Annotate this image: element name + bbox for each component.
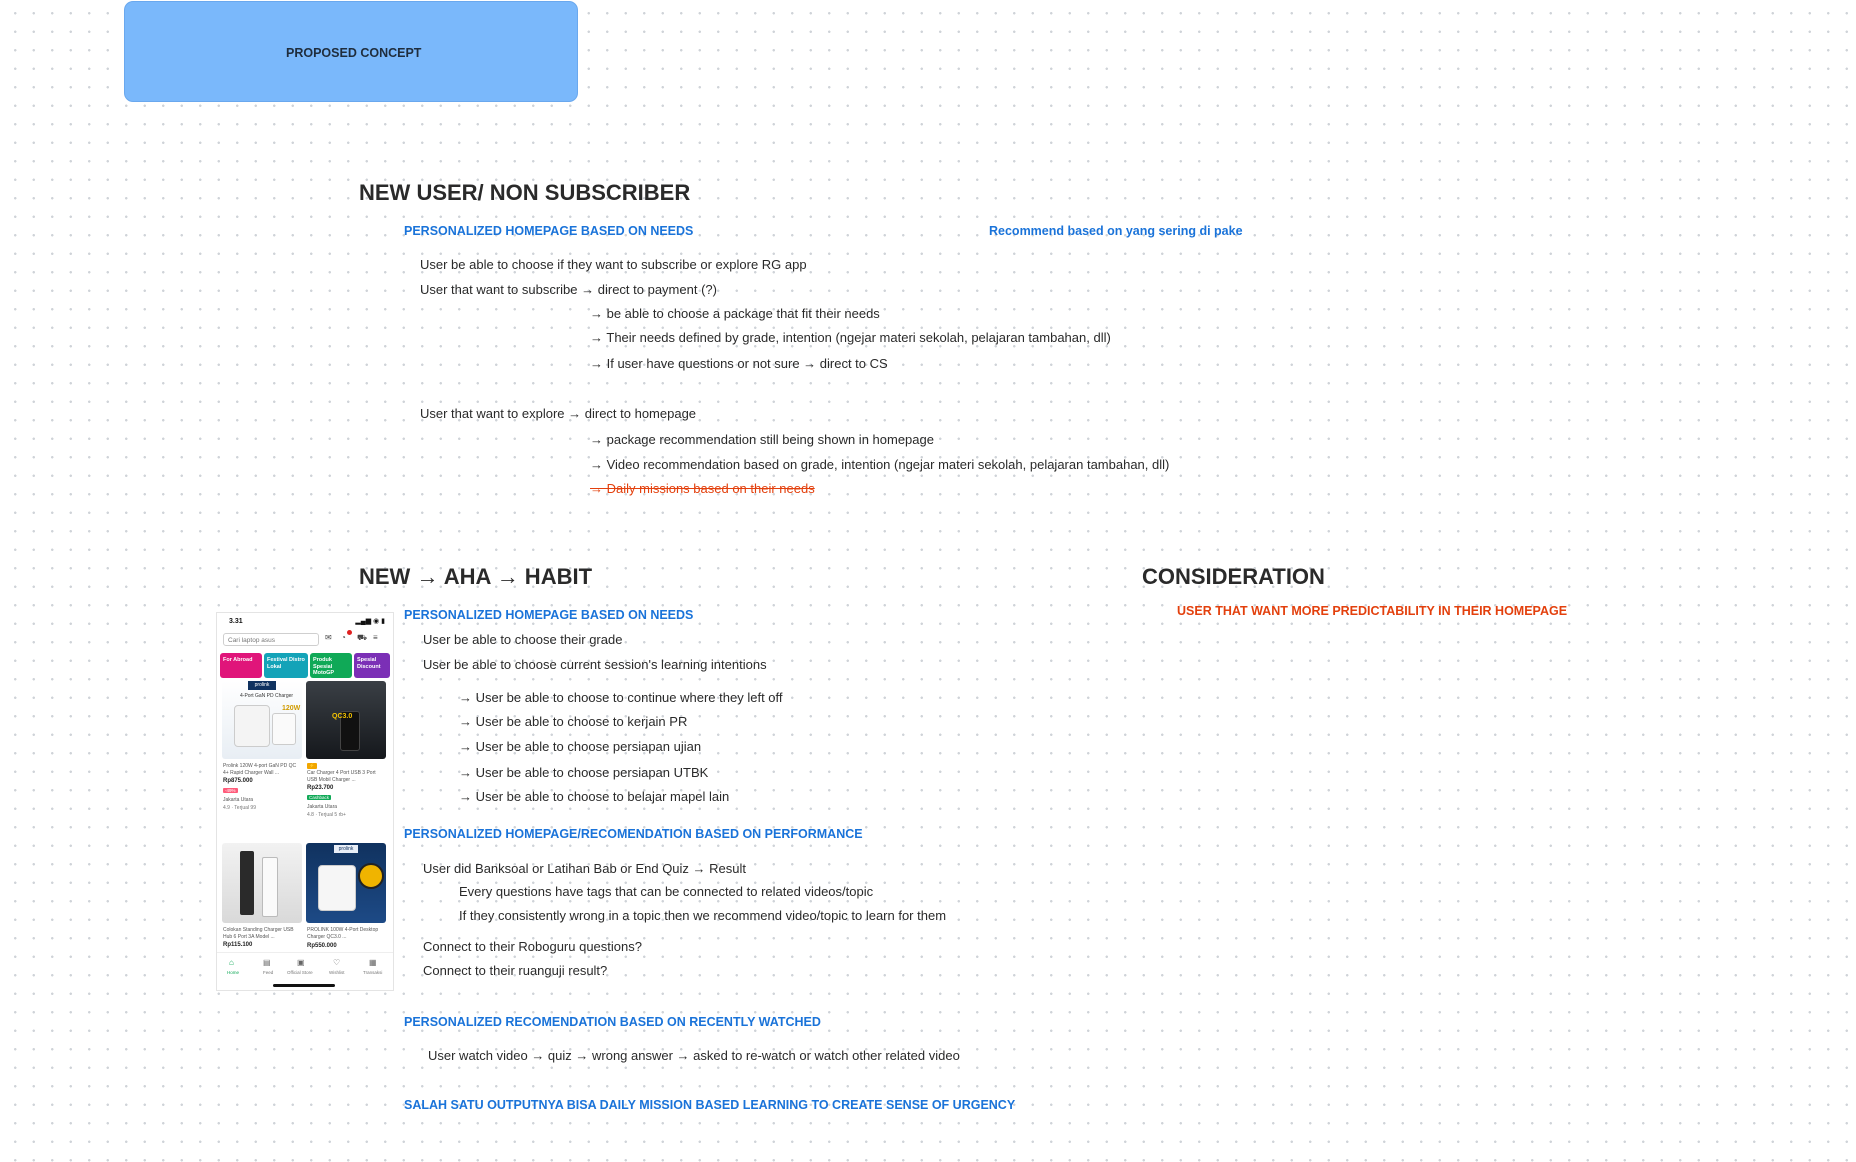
heart-icon[interactable]: ♡ xyxy=(333,958,341,967)
subtitle-recently-watched: PERSONALIZED RECOMENDATION BASED ON RECENTLY WATCHED xyxy=(404,1015,821,1029)
text-line: User be able to choose their grade xyxy=(423,632,623,647)
award-badge xyxy=(358,863,384,889)
store-icon[interactable]: ▣ xyxy=(297,958,305,967)
product-location: Jakarta Utara xyxy=(307,804,338,810)
text-line: → package recommendation still being shown in homepage xyxy=(590,432,934,447)
product-image[interactable] xyxy=(306,681,386,759)
text-line: → User be able to choose persiapan ujian xyxy=(459,739,702,754)
product-rating: 4.8 · Terjual 5 rb+ xyxy=(307,812,346,818)
text-line: User watch video → quiz → wrong answer → asked to re-watch or watch other related video xyxy=(428,1048,960,1063)
text-line: User be able to choose current session's learning intentions xyxy=(423,657,767,672)
status-icons: ▂▄▆ ◉ ▮ xyxy=(355,618,385,625)
text-line: User did Banksoal or Latihan Bab or End Quiz → Result xyxy=(423,861,747,876)
receipt-icon[interactable]: ▦ xyxy=(369,958,377,967)
text-line: → Video recommendation based on grade, intention (ngejar materi sekolah, pelajaran tambahan, dll) xyxy=(590,457,1170,472)
nav-label-wishlist[interactable]: Wishlist xyxy=(329,970,345,975)
bell-icon[interactable]: ◔ xyxy=(341,633,346,642)
text-line: User that want to subscribe → direct to payment (?) xyxy=(420,282,717,297)
product-name: Colokan Standing Charger USB Hub 6 Port 3A Model ... xyxy=(223,927,294,940)
consideration-note: USER THAT WANT MORE PREDICTABILITY IN THEIR HOMEPAGE xyxy=(1177,604,1568,618)
home-indicator xyxy=(273,984,335,987)
proposed-concept-card[interactable] xyxy=(124,1,578,102)
brand-logo: prolink xyxy=(334,845,358,853)
section-title-habit: NEW → AHA → HABIT xyxy=(359,564,593,589)
subtitle-daily-mission: SALAH SATU OUTPUTNYA BISA DAILY MISSION BASED LEARNING TO CREATE SENSE OF URGENCY xyxy=(404,1098,1016,1112)
home-icon[interactable]: ⌂ xyxy=(229,958,234,967)
side-note-recommend: Recommend based on yang sering di pake xyxy=(989,224,1243,238)
tower-charger-shape xyxy=(240,851,254,915)
phone-screenshot[interactable] xyxy=(216,612,394,991)
text-line: → User be able to choose to kerjain PR xyxy=(459,714,688,729)
menu-icon[interactable]: ≡ xyxy=(373,633,378,642)
chip-spesial-discount[interactable]: Spesial Discount xyxy=(354,653,390,678)
mail-icon[interactable]: ✉ xyxy=(325,633,332,642)
text-line: Every questions have tags that can be connected to related videos/topic xyxy=(459,884,874,899)
subtitle-performance: PERSONALIZED HOMEPAGE/RECOMENDATION BASED ON PERFORMANCE xyxy=(404,827,863,841)
tower-charger-shape xyxy=(262,857,278,917)
brand-logo: prolink xyxy=(248,681,276,690)
text-line: Connect to their ruanguji result? xyxy=(423,963,608,978)
product-image[interactable] xyxy=(222,681,302,759)
text-line: → User be able to choose to belajar mapel lain xyxy=(459,789,730,804)
cashback-tag: ⚡ xyxy=(309,763,315,768)
nav-label-home[interactable]: Home xyxy=(227,970,240,975)
proposed-concept-label: PROPOSED CONCEPT xyxy=(286,46,422,60)
cashback-badge: Cashback xyxy=(309,795,330,800)
charger-shape xyxy=(318,865,356,911)
text-line: → User be able to choose to continue where they left off xyxy=(459,690,783,705)
product-price: Rp115.100 xyxy=(223,942,253,948)
discount-tag: -49% xyxy=(225,788,236,793)
nav-label-feed[interactable]: Feed xyxy=(263,970,274,975)
nav-label-official-store[interactable]: Official Store xyxy=(287,970,313,975)
product-name: Car Charger 4 Port USB 3 Port USB Mobil Charger ... xyxy=(307,770,376,783)
nav-label-transaksi[interactable]: Transaksi xyxy=(363,970,383,975)
product-price: Rp550.000 xyxy=(307,943,337,949)
chip-festival-distro[interactable]: Festival Distro Lokal xyxy=(264,653,308,678)
product-image[interactable] xyxy=(306,843,386,923)
subtitle-personalized-needs-2: PERSONALIZED HOMEPAGE BASED ON NEEDS xyxy=(404,608,694,622)
product-image-caption: 4-Port GaN PD Charger xyxy=(240,693,294,699)
text-line: → be able to choose a package that fit their needs xyxy=(590,306,880,321)
product-image-badge: 120W xyxy=(282,705,301,712)
section-title-consideration: CONSIDERATION xyxy=(1142,564,1325,589)
product-price: Rp875.000 xyxy=(223,778,253,784)
product-name: Prolink 120W 4-port GaN PD QC 4+ Rapid Charger Wall ... xyxy=(223,763,297,776)
text-line: → User be able to choose persiapan UTBK xyxy=(459,765,709,780)
notification-badge xyxy=(347,630,352,635)
section-title-new-user: NEW USER/ NON SUBSCRIBER xyxy=(359,180,691,205)
status-time: 3.31 xyxy=(229,618,243,625)
charger-shape xyxy=(234,705,270,747)
product-name: PROLINK 100W 4-Port Desktop Charger QC3.0 ... xyxy=(307,927,379,940)
search-input[interactable]: Cari laptop asus xyxy=(223,633,319,646)
text-line: → Their needs defined by grade, intention (ngejar materi sekolah, pelajaran tambahan, dll) xyxy=(590,330,1111,345)
product-location: Jakarta Utara xyxy=(223,797,254,803)
text-line: → If user have questions or not sure → direct to CS xyxy=(590,356,888,371)
product-price: Rp23.700 xyxy=(307,785,334,791)
cart-icon[interactable]: ⛟ xyxy=(357,633,368,642)
charger-shape xyxy=(272,713,296,745)
chip-motogp[interactable]: Produk Spesial MotoGP xyxy=(310,653,352,678)
product-rating: 4.9 · Terjual 99 xyxy=(223,805,256,811)
product-image-badge: QC3.0 xyxy=(332,713,353,720)
text-line: User be able to choose if they want to subscribe or explore RG app xyxy=(420,257,807,272)
subtitle-personalized-needs: PERSONALIZED HOMEPAGE BASED ON NEEDS xyxy=(404,224,694,238)
feed-icon[interactable]: ▤ xyxy=(263,958,271,967)
text-line-struck: → Daily missions based on their needs xyxy=(590,481,815,496)
text-line: Connect to their Roboguru questions? xyxy=(423,939,642,954)
text-line: If they consistently wrong in a topic then we recommend video/topic to learn for them xyxy=(459,908,947,923)
chip-for-abroad[interactable]: For Abroad xyxy=(220,653,262,678)
text-line: User that want to explore → direct to homepage xyxy=(420,406,697,421)
product-image[interactable] xyxy=(222,843,302,923)
